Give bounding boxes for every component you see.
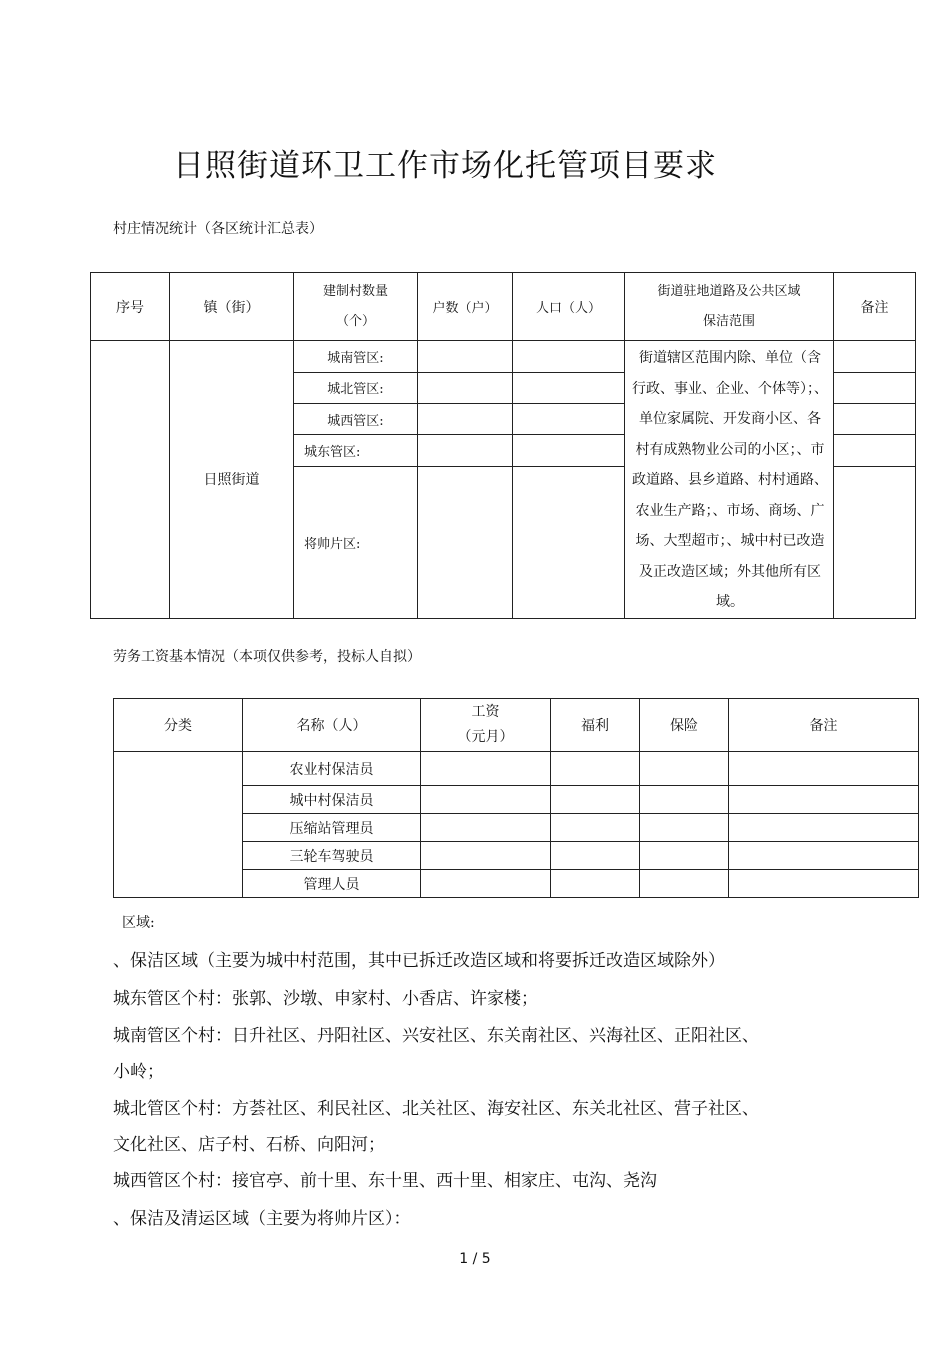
scope-line: 域。: [716, 594, 744, 610]
header-wage-line1: 工资: [471, 704, 500, 720]
body-line: 城南管区个村：日升社区、丹阳社区、兴安社区、东关南社区、兴海社区、正阳社区、: [113, 1026, 759, 1046]
seq-cell: [91, 341, 170, 619]
scope-line: 街道辖区范围内除、单位（含: [639, 350, 821, 366]
header-welfare: 福利: [551, 699, 640, 752]
header-villages-line1: 建制村数量: [322, 283, 388, 299]
header-scope: [625, 273, 834, 341]
body-line: 文化社区、店子村、石桥、向阳河；: [113, 1135, 385, 1155]
job-name-cell: 管理人员: [243, 870, 421, 898]
header-remarks: 备注: [729, 699, 919, 752]
remarks-cell: [834, 341, 916, 373]
households-cell: [418, 467, 513, 618]
header-villages-line2: （个）: [335, 313, 375, 329]
scope-line: 单位家属院、开发商小区、各: [639, 411, 821, 427]
header-seq: 序号: [91, 273, 170, 341]
job-name-cell: 城中村保洁员: [243, 786, 421, 814]
scope-line: 场、大型超市；、城中村已改造: [635, 533, 825, 549]
table-header-row: [114, 699, 919, 752]
scope-line: 村有成熟物业公司的小区；、市: [635, 441, 825, 458]
district-cell: 将帅片区:: [294, 467, 418, 618]
header-households: 户数（户）: [418, 273, 513, 341]
header-name: 名称（人）: [243, 699, 421, 752]
category-cell: [114, 752, 243, 898]
job-name-cell: 压缩站管理员: [243, 814, 421, 842]
header-scope-line2: 保洁范围: [702, 313, 755, 329]
remarks-cell: [834, 467, 916, 618]
scope-description-cell: [625, 341, 834, 619]
district-cell: 城西管区:: [294, 404, 418, 435]
document-title: 日照街道环卫工作市场化托管项目要求: [173, 148, 717, 184]
header-wage: [421, 699, 551, 752]
district-cell: 城南管区:: [294, 341, 418, 373]
header-insurance: 保险: [640, 699, 729, 752]
job-name-cell: 农业村保洁员: [243, 752, 421, 786]
header-category: 分类: [114, 699, 243, 752]
header-wage-line2: （元月）: [457, 729, 514, 745]
population-cell: [513, 341, 625, 373]
wage-table: [113, 698, 919, 898]
remarks-cell: [834, 372, 916, 404]
town-cell: 日照街道: [170, 341, 294, 619]
header-villages: [294, 273, 418, 341]
header-town: 镇（街）: [170, 273, 294, 341]
population-cell: [513, 434, 625, 467]
table-row: [114, 752, 919, 786]
population-cell: [513, 372, 625, 404]
body-line: 城北管区个村：方荟社区、利民社区、北关社区、海安社区、东关北社区、营子社区、: [113, 1099, 759, 1119]
section-heading-village-stats: 村庄情况统计（各区统计汇总表）: [113, 221, 323, 237]
page-number: 1 / 5: [459, 1251, 491, 1267]
section-heading-wages: 劳务工资基本情况（本项仅供参考，投标人自拟）: [113, 649, 421, 665]
header-scope-line1: 街道驻地道路及公共区域: [657, 283, 801, 299]
households-cell: [418, 434, 513, 467]
job-name-cell: 三轮车驾驶员: [243, 842, 421, 870]
header-remarks: 备注: [834, 273, 916, 341]
remarks-cell: [834, 434, 916, 467]
population-cell: [513, 404, 625, 435]
body-line: 、保洁区域（主要为城中村范围，其中已拆迁改造区域和将要拆迁改造区域除外）: [113, 951, 725, 971]
village-stats-table: [90, 272, 916, 619]
district-cell: 城北管区:: [294, 372, 418, 404]
scope-line: 行政、事业、企业、个体等）；、: [632, 380, 828, 397]
households-cell: [418, 404, 513, 435]
area-label: 区域:: [122, 915, 155, 931]
body-line: 城东管区个村：张郭、沙墩、申家村、小香店、许家楼；: [113, 989, 538, 1009]
table-header-row: [91, 273, 916, 341]
scope-line: 政道路、县乡道路、村村通路、: [632, 472, 828, 488]
population-cell: [513, 467, 625, 618]
table-row: [91, 341, 916, 373]
scope-line: 农业生产路；、市场、商场、广: [635, 502, 825, 519]
district-cell: 城东管区:: [294, 434, 418, 467]
body-line: 小岭；: [113, 1062, 164, 1082]
households-cell: [418, 372, 513, 404]
header-population: 人口（人）: [513, 273, 625, 341]
remarks-cell: [834, 404, 916, 435]
body-line: 城西管区个村：接官亭、前十里、东十里、西十里、相家庄、屯沟、尧沟: [113, 1171, 657, 1191]
body-line: 、保洁及清运区域（主要为将帅片区）：: [113, 1209, 411, 1229]
scope-line: 及正改造区域；外其他所有区: [639, 563, 821, 580]
households-cell: [418, 341, 513, 373]
